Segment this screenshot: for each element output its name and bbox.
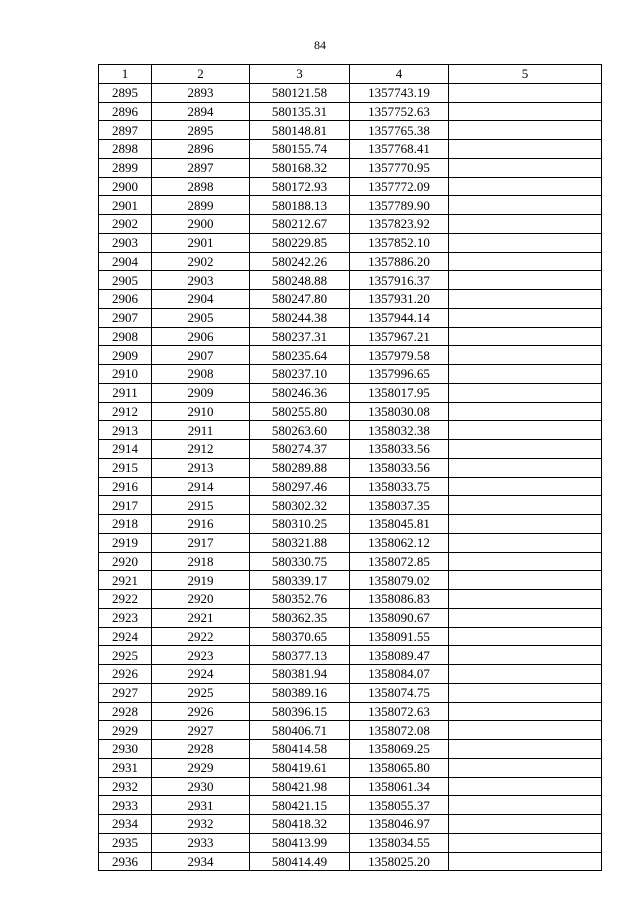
table-row	[99, 496, 602, 515]
table-cell-col-1: 2914	[99, 440, 152, 459]
table-cell-col-1: 2905	[99, 271, 152, 290]
table-row	[99, 758, 602, 777]
table-cell-col-5	[449, 646, 602, 665]
table-cell-col-3: 580247.80	[250, 290, 350, 309]
table-cell-col-3: 580274.37	[250, 440, 350, 459]
table-row	[99, 196, 602, 215]
table-cell-col-4: 1357979.58	[350, 346, 449, 365]
table-cell-col-2: 2917	[152, 533, 250, 552]
table-cell-col-2: 2909	[152, 383, 250, 402]
table-cell-col-5	[449, 721, 602, 740]
table-cell-col-4: 1358074.75	[350, 683, 449, 702]
table-cell-col-4: 1358046.97	[350, 815, 449, 834]
table-cell-col-5	[449, 590, 602, 609]
table-cell-col-4: 1358055.37	[350, 796, 449, 815]
table-cell-col-5	[449, 758, 602, 777]
table-cell-col-2: 2921	[152, 608, 250, 627]
table-cell-col-2: 2912	[152, 440, 250, 459]
table-cell-col-2: 2897	[152, 158, 250, 177]
table-cell-col-2: 2926	[152, 702, 250, 721]
table-cell-col-3: 580168.32	[250, 158, 350, 177]
table-cell-col-4: 1358033.56	[350, 440, 449, 459]
table-cell-col-3: 580229.85	[250, 233, 350, 252]
table-row	[99, 646, 602, 665]
table-cell-col-4: 1358033.56	[350, 458, 449, 477]
table-cell-col-5	[449, 627, 602, 646]
table-cell-col-1: 2925	[99, 646, 152, 665]
table-row	[99, 271, 602, 290]
table-cell-col-1: 2895	[99, 83, 152, 102]
table-cell-col-2: 2907	[152, 346, 250, 365]
table-cell-col-1: 2910	[99, 365, 152, 384]
column-header-4: 4	[350, 65, 449, 84]
table-cell-col-4: 1358033.75	[350, 477, 449, 496]
table-cell-col-5	[449, 515, 602, 534]
table-cell-col-5	[449, 215, 602, 234]
table-cell-col-4: 1358091.55	[350, 627, 449, 646]
table-cell-col-3: 580248.88	[250, 271, 350, 290]
table-cell-col-4: 1357823.92	[350, 215, 449, 234]
table-cell-col-3: 580263.60	[250, 421, 350, 440]
table-cell-col-4: 1357944.14	[350, 308, 449, 327]
table-cell-col-4: 1357789.90	[350, 196, 449, 215]
table-cell-col-2: 2928	[152, 740, 250, 759]
table-row	[99, 158, 602, 177]
table-cell-col-4: 1358065.80	[350, 758, 449, 777]
table-cell-col-1: 2908	[99, 327, 152, 346]
table-cell-col-2: 2929	[152, 758, 250, 777]
table-cell-col-4: 1357772.09	[350, 177, 449, 196]
table-cell-col-1: 2932	[99, 777, 152, 796]
table-cell-col-1: 2898	[99, 140, 152, 159]
table-cell-col-1: 2913	[99, 421, 152, 440]
table-cell-col-4: 1358025.20	[350, 852, 449, 871]
table-cell-col-1: 2911	[99, 383, 152, 402]
table-cell-col-4: 1358017.95	[350, 383, 449, 402]
table-cell-col-3: 580289.88	[250, 458, 350, 477]
table-cell-col-1: 2920	[99, 552, 152, 571]
table-row	[99, 515, 602, 534]
table-cell-col-2: 2903	[152, 271, 250, 290]
table-cell-col-2: 2899	[152, 196, 250, 215]
table-cell-col-3: 580121.58	[250, 83, 350, 102]
table-cell-col-2: 2898	[152, 177, 250, 196]
table-cell-col-4: 1358030.08	[350, 402, 449, 421]
table-cell-col-5	[449, 777, 602, 796]
table-cell-col-1: 2933	[99, 796, 152, 815]
table-cell-col-4: 1358045.81	[350, 515, 449, 534]
table-cell-col-2: 2911	[152, 421, 250, 440]
table-cell-col-1: 2919	[99, 533, 152, 552]
table-cell-col-2: 2919	[152, 571, 250, 590]
table-cell-col-2: 2896	[152, 140, 250, 159]
table-cell-col-1: 2902	[99, 215, 152, 234]
table-row	[99, 83, 602, 102]
table-cell-col-5	[449, 458, 602, 477]
table-cell-col-1: 2936	[99, 852, 152, 871]
table-cell-col-1: 2922	[99, 590, 152, 609]
table-cell-col-2: 2931	[152, 796, 250, 815]
table-cell-col-5	[449, 477, 602, 496]
table-cell-col-3: 580297.46	[250, 477, 350, 496]
table-row	[99, 440, 602, 459]
table-cell-col-3: 580246.36	[250, 383, 350, 402]
table-cell-col-5	[449, 496, 602, 515]
table-cell-col-5	[449, 83, 602, 102]
table-cell-col-5	[449, 402, 602, 421]
table-row	[99, 383, 602, 402]
table-row	[99, 121, 602, 140]
table-cell-col-5	[449, 233, 602, 252]
table-cell-col-1: 2915	[99, 458, 152, 477]
table-row	[99, 740, 602, 759]
table-cell-col-5	[449, 327, 602, 346]
table-cell-col-1: 2903	[99, 233, 152, 252]
table-row	[99, 290, 602, 309]
table-row	[99, 683, 602, 702]
table-cell-col-5	[449, 121, 602, 140]
table-cell-col-1: 2924	[99, 627, 152, 646]
table-cell-col-5	[449, 102, 602, 121]
table-cell-col-1: 2900	[99, 177, 152, 196]
table-cell-col-3: 580135.31	[250, 102, 350, 121]
table-cell-col-5	[449, 740, 602, 759]
table-row	[99, 627, 602, 646]
table-cell-col-3: 580235.64	[250, 346, 350, 365]
table-cell-col-2: 2924	[152, 665, 250, 684]
table-row	[99, 552, 602, 571]
table-row	[99, 852, 602, 871]
table-body	[99, 83, 602, 871]
table-cell-col-3: 580212.67	[250, 215, 350, 234]
table-row	[99, 458, 602, 477]
table-cell-col-4: 1357752.63	[350, 102, 449, 121]
table-cell-col-2: 2901	[152, 233, 250, 252]
table-cell-col-1: 2907	[99, 308, 152, 327]
table-cell-col-4: 1358079.02	[350, 571, 449, 590]
table-cell-col-3: 580381.94	[250, 665, 350, 684]
table-cell-col-4: 1357770.95	[350, 158, 449, 177]
table-cell-col-5	[449, 290, 602, 309]
table-cell-col-4: 1358034.55	[350, 833, 449, 852]
table-row	[99, 533, 602, 552]
table-cell-col-3: 580413.99	[250, 833, 350, 852]
table-cell-col-4: 1357916.37	[350, 271, 449, 290]
table-cell-col-3: 580255.80	[250, 402, 350, 421]
table-cell-col-4: 1358086.83	[350, 590, 449, 609]
table-cell-col-5	[449, 683, 602, 702]
column-header-1: 1	[99, 65, 152, 84]
table-cell-col-2: 2923	[152, 646, 250, 665]
table-cell-col-3: 580339.17	[250, 571, 350, 590]
table-cell-col-3: 580419.61	[250, 758, 350, 777]
table-cell-col-4: 1357931.20	[350, 290, 449, 309]
table-cell-col-3: 580321.88	[250, 533, 350, 552]
table-cell-col-5	[449, 440, 602, 459]
table-cell-col-5	[449, 158, 602, 177]
table-cell-col-3: 580414.58	[250, 740, 350, 759]
table-cell-col-3: 580244.38	[250, 308, 350, 327]
table-cell-col-1: 2906	[99, 290, 152, 309]
table-cell-col-3: 580302.32	[250, 496, 350, 515]
table-cell-col-2: 2914	[152, 477, 250, 496]
table-cell-col-4: 1358062.12	[350, 533, 449, 552]
table-cell-col-3: 580237.10	[250, 365, 350, 384]
table-cell-col-3: 580414.49	[250, 852, 350, 871]
table-cell-col-3: 580362.35	[250, 608, 350, 627]
table-cell-col-3: 580389.16	[250, 683, 350, 702]
table-row	[99, 796, 602, 815]
table-cell-col-1: 2901	[99, 196, 152, 215]
table-cell-col-3: 580421.98	[250, 777, 350, 796]
table-cell-col-5	[449, 365, 602, 384]
table-row	[99, 815, 602, 834]
table-row	[99, 477, 602, 496]
table-cell-col-5	[449, 252, 602, 271]
table-cell-col-1: 2926	[99, 665, 152, 684]
table-cell-col-2: 2902	[152, 252, 250, 271]
table-cell-col-2: 2900	[152, 215, 250, 234]
table-cell-col-1: 2909	[99, 346, 152, 365]
table-cell-col-2: 2927	[152, 721, 250, 740]
table-row	[99, 252, 602, 271]
table-row	[99, 402, 602, 421]
table-cell-col-5	[449, 608, 602, 627]
table-cell-col-4: 1358032.38	[350, 421, 449, 440]
table-cell-col-4: 1357886.20	[350, 252, 449, 271]
table-cell-col-1: 2934	[99, 815, 152, 834]
table-cell-col-3: 580310.25	[250, 515, 350, 534]
table-cell-col-2: 2920	[152, 590, 250, 609]
table-cell-col-2: 2905	[152, 308, 250, 327]
table-cell-col-3: 580155.74	[250, 140, 350, 159]
table-cell-col-1: 2917	[99, 496, 152, 515]
table-cell-col-4: 1358072.08	[350, 721, 449, 740]
table-cell-col-3: 580418.32	[250, 815, 350, 834]
table-cell-col-4: 1357996.65	[350, 365, 449, 384]
table-cell-col-2: 2910	[152, 402, 250, 421]
table-cell-col-4: 1358072.63	[350, 702, 449, 721]
table-cell-col-5	[449, 271, 602, 290]
table-cell-col-5	[449, 177, 602, 196]
table-cell-col-4: 1357765.38	[350, 121, 449, 140]
table-row	[99, 608, 602, 627]
table-cell-col-1: 2928	[99, 702, 152, 721]
table-cell-col-1: 2931	[99, 758, 152, 777]
table-cell-col-4: 1358084.07	[350, 665, 449, 684]
table-cell-col-5	[449, 815, 602, 834]
table-cell-col-2: 2918	[152, 552, 250, 571]
table-cell-col-4: 1357768.41	[350, 140, 449, 159]
table-cell-col-2: 2893	[152, 83, 250, 102]
table-cell-col-3: 580396.15	[250, 702, 350, 721]
table-cell-col-5	[449, 852, 602, 871]
table-cell-col-2: 2895	[152, 121, 250, 140]
table-header-row	[99, 65, 602, 84]
table-cell-col-5	[449, 196, 602, 215]
table-cell-col-5	[449, 421, 602, 440]
table-cell-col-4: 1358061.34	[350, 777, 449, 796]
table-cell-col-5	[449, 571, 602, 590]
table-cell-col-2: 2894	[152, 102, 250, 121]
table-cell-col-4: 1358069.25	[350, 740, 449, 759]
table-cell-col-1: 2923	[99, 608, 152, 627]
table-row	[99, 590, 602, 609]
table-row	[99, 421, 602, 440]
column-header-5: 5	[449, 65, 602, 84]
table-cell-col-4: 1358072.85	[350, 552, 449, 571]
table-cell-col-2: 2934	[152, 852, 250, 871]
table-row	[99, 177, 602, 196]
table-cell-col-1: 2899	[99, 158, 152, 177]
table-cell-col-1: 2916	[99, 477, 152, 496]
table-row	[99, 833, 602, 852]
table-cell-col-3: 580330.75	[250, 552, 350, 571]
table-cell-col-3: 580172.93	[250, 177, 350, 196]
table-cell-col-2: 2906	[152, 327, 250, 346]
table-cell-col-3: 580242.26	[250, 252, 350, 271]
table-row	[99, 346, 602, 365]
table-cell-col-2: 2932	[152, 815, 250, 834]
column-header-3: 3	[250, 65, 350, 84]
table-cell-col-5	[449, 308, 602, 327]
table-row	[99, 233, 602, 252]
table-cell-col-1: 2930	[99, 740, 152, 759]
table-cell-col-3: 580406.71	[250, 721, 350, 740]
table-cell-col-5	[449, 833, 602, 852]
table-cell-col-2: 2925	[152, 683, 250, 702]
table-row	[99, 721, 602, 740]
coordinates-table	[98, 64, 602, 871]
table-cell-col-5	[449, 665, 602, 684]
table-cell-col-4: 1357852.10	[350, 233, 449, 252]
table-cell-col-5	[449, 796, 602, 815]
table-cell-col-2: 2904	[152, 290, 250, 309]
page-number: 84	[314, 38, 326, 52]
table-cell-col-1: 2918	[99, 515, 152, 534]
table-row	[99, 365, 602, 384]
table-cell-col-1: 2912	[99, 402, 152, 421]
table-cell-col-1: 2927	[99, 683, 152, 702]
column-header-2: 2	[152, 65, 250, 84]
table-row	[99, 140, 602, 159]
table-cell-col-2: 2913	[152, 458, 250, 477]
table-cell-col-3: 580188.13	[250, 196, 350, 215]
table-cell-col-3: 580237.31	[250, 327, 350, 346]
table-cell-col-1: 2921	[99, 571, 152, 590]
table-cell-col-2: 2933	[152, 833, 250, 852]
table-cell-col-3: 580377.13	[250, 646, 350, 665]
table-cell-col-3: 580352.76	[250, 590, 350, 609]
table-cell-col-3: 580370.65	[250, 627, 350, 646]
table-cell-col-5	[449, 383, 602, 402]
table-cell-col-1: 2929	[99, 721, 152, 740]
table-cell-col-5	[449, 533, 602, 552]
table-cell-col-4: 1358037.35	[350, 496, 449, 515]
table-cell-col-4: 1358089.47	[350, 646, 449, 665]
table-cell-col-2: 2930	[152, 777, 250, 796]
table-cell-col-3: 580148.81	[250, 121, 350, 140]
table-cell-col-2: 2908	[152, 365, 250, 384]
table-cell-col-5	[449, 552, 602, 571]
table-cell-col-1: 2904	[99, 252, 152, 271]
table-row	[99, 571, 602, 590]
table-row	[99, 327, 602, 346]
table-cell-col-4: 1357743.19	[350, 83, 449, 102]
table-cell-col-5	[449, 702, 602, 721]
table-cell-col-2: 2922	[152, 627, 250, 646]
table-cell-col-1: 2897	[99, 121, 152, 140]
table-cell-col-1: 2935	[99, 833, 152, 852]
table-row	[99, 702, 602, 721]
table-cell-col-4: 1358090.67	[350, 608, 449, 627]
table-row	[99, 102, 602, 121]
table-cell-col-3: 580421.15	[250, 796, 350, 815]
table-row	[99, 308, 602, 327]
table-cell-col-5	[449, 346, 602, 365]
table-row	[99, 215, 602, 234]
table-cell-col-5	[449, 140, 602, 159]
table-row	[99, 777, 602, 796]
table-row	[99, 665, 602, 684]
table-cell-col-2: 2915	[152, 496, 250, 515]
table-cell-col-2: 2916	[152, 515, 250, 534]
table-cell-col-1: 2896	[99, 102, 152, 121]
table-cell-col-4: 1357967.21	[350, 327, 449, 346]
